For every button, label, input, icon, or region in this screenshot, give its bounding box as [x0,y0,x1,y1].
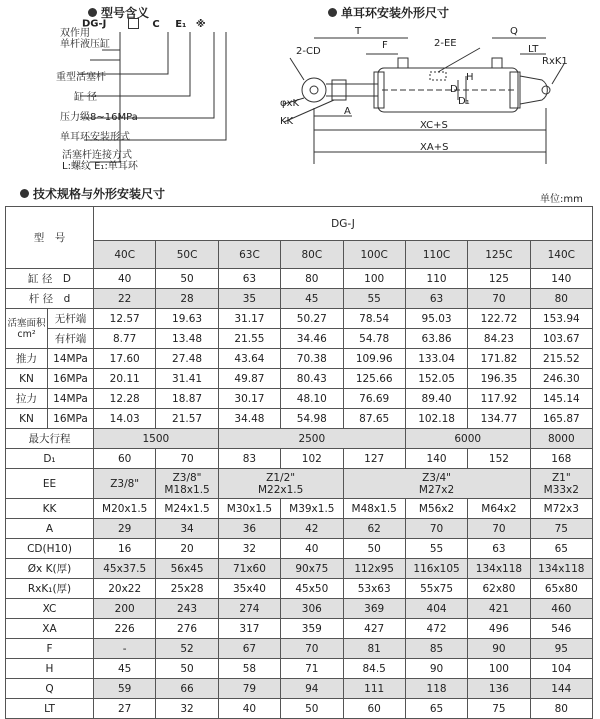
value-cell: 52 [156,639,218,659]
value-cell: 56x45 [156,559,218,579]
value-cell: 171.82 [468,349,530,369]
group-header-cell: DG-J [94,207,593,241]
ee-metric: M27x2 [418,483,455,496]
value-cell: 18.87 [156,389,218,409]
value-cell: 29 [94,519,156,539]
value-cell: 80.43 [281,369,343,389]
value-cell: 84.23 [468,329,530,349]
value-cell: 60 [343,699,405,719]
value-cell: 36 [218,519,280,539]
model-cell: 140C [530,241,592,269]
code-mount: E₁ [175,18,187,30]
push-row-14 [6,349,593,369]
model-cell: 50C [156,241,218,269]
value-cell: 90 [405,659,467,679]
dim-row-Q [6,679,593,699]
value-cell: 58 [218,659,280,679]
value-cell: 16 [94,539,156,559]
value-cell: 25x28 [156,579,218,599]
table-row [6,207,593,241]
value-cell: 226 [94,619,156,639]
value-cell: 21.55 [218,329,280,349]
value-cell: 54.78 [343,329,405,349]
value-cell: 55 [405,539,467,559]
model-cell: 110C [405,241,467,269]
value-cell: 102 [281,449,343,469]
value-cell: 42 [281,519,343,539]
label-rod-connection [62,150,138,172]
value-cell: 90x75 [281,559,343,579]
value-cell: 472 [405,619,467,639]
value-cell: 90 [468,639,530,659]
stroke-row [6,429,593,449]
value-cell: 152.05 [405,369,467,389]
dim-row-XC [6,599,593,619]
dim-label-2EE: 2-EE [434,38,457,49]
value-cell: 83 [218,449,280,469]
label-heavy-rod: 重型活塞杆 [56,72,106,83]
ee-cell [218,469,343,499]
value-cell: 22 [94,289,156,309]
label-rod-connection-types: L:螺纹 E₁:单耳环 [62,161,138,172]
model-code-title: 型号含义 [101,6,150,20]
value-cell: 19.63 [156,309,218,329]
value-cell: 50 [156,659,218,679]
value-cell: 20.11 [94,369,156,389]
value-cell: 21.57 [156,409,218,429]
value-cell: 103.67 [530,329,592,349]
unit-label: 单位:mm [540,194,583,205]
model-cell: 40C [94,241,156,269]
ee-cell [156,469,218,499]
value-cell: 111 [343,679,405,699]
value-cell: 65 [405,699,467,719]
ee-cell [530,469,592,499]
row-label: Øx K(厚) [6,559,94,579]
ee-cell [94,469,156,499]
value-cell: 48.10 [281,389,343,409]
value-cell: 112x95 [343,559,405,579]
value-cell: 70 [281,639,343,659]
sub-label: 无杆端 [48,309,94,329]
model-cell: 125C [468,241,530,269]
value-cell: 153.94 [530,309,592,329]
value-cell: 125 [468,269,530,289]
value-cell: 122.72 [468,309,530,329]
value-cell: 45x50 [281,579,343,599]
value-cell: 78.54 [343,309,405,329]
value-cell: 85 [405,639,467,659]
value-cell: 127 [343,449,405,469]
value-cell: 55x75 [405,579,467,599]
dim-row-H [6,659,593,679]
value-cell: 50 [156,269,218,289]
sub-label: 有杆端 [48,329,94,349]
value-cell: 144 [530,679,592,699]
value-cell: 404 [405,599,467,619]
value-cell: 35 [218,289,280,309]
value-cell: 94 [281,679,343,699]
value-cell: 63 [468,539,530,559]
dim-row-phiK [6,559,593,579]
pull-label: 拉力 [6,389,48,409]
value-cell: 116x105 [405,559,467,579]
value-cell: 28 [156,289,218,309]
sub-label: 14MPa [48,389,94,409]
value-cell: 84.5 [343,659,405,679]
value-cell: 62 [343,519,405,539]
value-cell: 421 [468,599,530,619]
row-label: EE [6,469,94,499]
bullet-icon [328,8,337,17]
drawing-title: 单耳环安装外形尺寸 [341,6,450,20]
value-cell: 80 [530,289,592,309]
value-cell: 110 [405,269,467,289]
value-cell: 118 [405,679,467,699]
value-cell: 54.98 [281,409,343,429]
pull-unit-label: KN [6,409,48,429]
bore-row [6,269,593,289]
value-cell: M20x1.5 [94,499,156,519]
dim-label-KK: KK [280,116,294,127]
value-cell: 67 [218,639,280,659]
label-mount-type: 单耳环安装形式 [60,132,130,143]
dim-label-D1: D₁ [458,96,470,107]
value-cell: 6000 [405,429,530,449]
value-cell: 79 [218,679,280,699]
row-label: CD(H10) [6,539,94,559]
value-cell: 53x63 [343,579,405,599]
value-cell: 49.87 [218,369,280,389]
value-cell: 40 [281,539,343,559]
value-cell: M39x1.5 [281,499,343,519]
kk-row [6,499,593,519]
ee-metric: M18x1.5 [164,483,210,496]
value-cell: 80 [281,269,343,289]
spec-title: 技术规格与外形安装尺寸 [33,187,166,201]
value-cell: 1500 [94,429,219,449]
model-cell: 80C [281,241,343,269]
value-cell: 246.30 [530,369,592,389]
value-cell: 31.41 [156,369,218,389]
model-label-double-acting [60,28,110,50]
rod-row [6,289,593,309]
ee-thread: Z3/8" [172,471,202,484]
value-cell: 136 [468,679,530,699]
value-cell: 35x40 [218,579,280,599]
value-cell: 8.77 [94,329,156,349]
ee-thread: Z1/2" [266,471,296,484]
value-cell: 40 [218,699,280,719]
dim-label-LT: LT [528,44,539,55]
value-cell: 95 [530,639,592,659]
value-cell: 63 [405,289,467,309]
value-cell: 75 [530,519,592,539]
value-cell: 274 [218,599,280,619]
model-header-cell: 型 号 [6,207,94,269]
model-cell: 100C [343,241,405,269]
sub-label: 14MPa [48,349,94,369]
label-double-acting: 双作用 [60,28,90,39]
value-cell: 55 [343,289,405,309]
code-rod-end: ※ [195,18,206,30]
value-cell: 243 [156,599,218,619]
value-cell: 45x37.5 [94,559,156,579]
value-cell: 70 [468,519,530,539]
value-cell: 59 [94,679,156,699]
value-cell: 65x80 [530,579,592,599]
ee-thread: Z3/4" [422,471,452,484]
value-cell: 134.77 [468,409,530,429]
value-cell: 140 [405,449,467,469]
value-cell: 546 [530,619,592,639]
value-cell: 70 [468,289,530,309]
label-single-rod: 单杆液压缸 [60,39,110,50]
d1-row [6,449,593,469]
bullet-icon [20,189,29,198]
value-cell: 75 [468,699,530,719]
area-row-rodless [6,309,593,329]
label-rod-connection-title: 活塞杆连接方式 [62,150,132,161]
value-cell: 369 [343,599,405,619]
row-label: XC [6,599,94,619]
value-cell: 359 [281,619,343,639]
value-cell: 87.65 [343,409,405,429]
row-label: LT [6,699,94,719]
value-cell: 20 [156,539,218,559]
value-cell: 70 [156,449,218,469]
dim-label-phiK: φxK [280,98,300,109]
value-cell: 460 [530,599,592,619]
value-cell: 80 [530,699,592,719]
value-cell: 20x22 [94,579,156,599]
value-cell: 306 [281,599,343,619]
value-cell: 152 [468,449,530,469]
label-pressure: 压力级8~16MPa [60,112,138,123]
value-cell: 133.04 [405,349,467,369]
row-label: D₁ [6,449,94,469]
value-cell: 63.86 [405,329,467,349]
value-cell: 31.17 [218,309,280,329]
code-pressure: C [152,18,160,30]
dim-label-XCS: XC+S [420,120,448,131]
pull-row-16 [6,409,593,429]
value-cell: 117.92 [468,389,530,409]
value-cell: 66 [156,679,218,699]
value-cell: 45 [94,659,156,679]
row-label: RxK₁(厚) [6,579,94,599]
value-cell: 70.38 [281,349,343,369]
value-cell: M64x2 [468,499,530,519]
bullet-icon [88,8,97,17]
pull-row-14 [6,389,593,409]
spec-heading [20,185,165,202]
value-cell: 62x80 [468,579,530,599]
row-label: A [6,519,94,539]
value-cell: 50 [281,699,343,719]
value-cell: 50.27 [281,309,343,329]
value-cell: 32 [218,539,280,559]
value-cell: 12.28 [94,389,156,409]
spec-table [5,206,593,719]
dim-row-CD [6,539,593,559]
value-cell: 40 [94,269,156,289]
value-cell: 100 [468,659,530,679]
value-cell: 196.35 [468,369,530,389]
label-bore: 缸 径 [74,92,98,103]
value-cell: 14.03 [94,409,156,429]
dim-label-F: F [382,40,388,51]
ee-thread: Z3/8" [110,477,140,490]
value-cell: 50 [343,539,405,559]
value-cell: 125.66 [343,369,405,389]
value-cell: 215.52 [530,349,592,369]
row-label: XA [6,619,94,639]
value-cell: 45 [281,289,343,309]
value-cell: 100 [343,269,405,289]
dim-row-A [6,519,593,539]
value-cell: 109.96 [343,349,405,369]
value-cell: 95.03 [405,309,467,329]
push-label: 推力 [6,349,48,369]
value-cell: 34.46 [281,329,343,349]
row-label: 最大行程 [6,429,94,449]
row-label: Q [6,679,94,699]
value-cell: 63 [218,269,280,289]
value-cell: M24x1.5 [156,499,218,519]
value-cell: 43.64 [218,349,280,369]
value-cell: 140 [530,269,592,289]
value-cell: 81 [343,639,405,659]
model-cell: 63C [218,241,280,269]
value-cell: 8000 [530,429,592,449]
dim-label-D: D [450,84,458,95]
dim-label-RxK1: RxK1 [542,56,568,67]
code-series: DG-J [82,18,107,30]
value-cell: 12.57 [94,309,156,329]
value-cell: 60 [94,449,156,469]
sub-label: 16MPa [48,369,94,389]
value-cell: 89.40 [405,389,467,409]
dim-label-T: T [355,26,362,37]
ee-thread: Z1" [551,471,571,484]
row-label: KK [6,499,94,519]
value-cell: 34 [156,519,218,539]
dim-label-H: H [466,72,474,83]
value-cell: M30x1.5 [218,499,280,519]
ee-cell [343,469,530,499]
value-cell: 34.48 [218,409,280,429]
push-unit-label: KN [6,369,48,389]
dim-label-A: A [344,106,351,117]
value-cell: 17.60 [94,349,156,369]
dim-row-LT [6,699,593,719]
ee-metric: M33x2 [543,483,579,496]
sub-label: 16MPa [48,409,94,429]
models-row [6,241,593,269]
ee-row [6,469,593,499]
value-cell: 32 [156,699,218,719]
row-label: F [6,639,94,659]
dim-label-2CD: 2-CD [296,46,321,57]
value-cell: 200 [94,599,156,619]
value-cell: 317 [218,619,280,639]
value-cell: 70 [405,519,467,539]
value-cell: 134x118 [530,559,592,579]
value-cell: 496 [468,619,530,639]
value-cell: 276 [156,619,218,639]
value-cell: 102.18 [405,409,467,429]
ee-metric: M22x1.5 [257,483,304,496]
value-cell: 71x60 [218,559,280,579]
value-cell: 76.69 [343,389,405,409]
value-cell: 168 [530,449,592,469]
value-cell: 145.14 [530,389,592,409]
area-label: 活塞面积cm² [6,309,48,349]
row-label: 缸 径 D [6,269,94,289]
value-cell: 71 [281,659,343,679]
value-cell: 65 [530,539,592,559]
value-cell: 30.17 [218,389,280,409]
row-label: 杆 径 d [6,289,94,309]
value-cell: 104 [530,659,592,679]
area-row-rod [6,329,593,349]
value-cell: M56x2 [405,499,467,519]
dim-label-XAS: XA+S [420,142,449,153]
value-cell: 27 [94,699,156,719]
value-cell: 165.87 [530,409,592,429]
value-cell: M48x1.5 [343,499,405,519]
row-label: H [6,659,94,679]
value-cell: 134x118 [468,559,530,579]
value-cell: 13.48 [156,329,218,349]
value-cell: 27.48 [156,349,218,369]
dim-row-XA [6,619,593,639]
dim-label-Q: Q [510,26,518,37]
value-cell: - [94,639,156,659]
value-cell: 2500 [218,429,405,449]
push-row-16 [6,369,593,389]
value-cell: 427 [343,619,405,639]
dim-row-F [6,639,593,659]
value-cell: M72x3 [530,499,592,519]
dim-row-RxK1 [6,579,593,599]
